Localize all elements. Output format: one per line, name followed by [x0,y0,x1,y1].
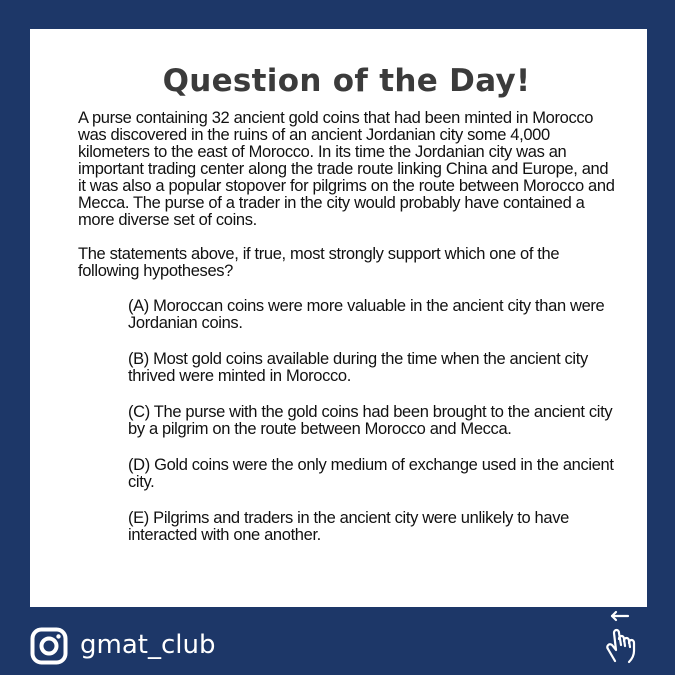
answer-choices [128,298,615,544]
instagram-handle[interactable]: gmat_club [80,630,216,660]
question-stem: The statements above, if true, most strongly support which one of the following hypotheses? [78,245,560,280]
swipe-hand-icon [598,609,646,667]
footer [0,607,675,675]
page-title: Question of the Day! [162,63,531,99]
answer-choice-c: (C) The purse with the gold coins had been brought to the ancient city by a pilgrim on the route between Morocco and Mecca. [128,403,613,438]
answer-choice-b: (B) Most gold coins available during the time when the ancient city thrived were minted in Morocco. [128,350,588,385]
instagram-icon[interactable] [30,627,68,665]
question-card [30,29,647,607]
question-passage: A purse containing 32 ancient gold coins that had been minted in Morocco was discovered in the ruins of an ancient Jordanian city some 4,000 kilometers to the east of Morocco. In its time the Jordanian city was an important trading center along the trade route linking China and Europe, and it was also a popular stopover for pilgrims on the route between Morocco and Mecca. The purse of a trader in the city would probably have contained a more diverse set of coins. [78,109,615,229]
answer-choice-d: (D) Gold coins were the only medium of exchange used in the ancient city. [128,456,614,491]
answer-choice-e: (E) Pilgrims and traders in the ancient city were unlikely to have interacted with one another. [128,509,569,544]
answer-choice-a: (A) Moroccan coins were more valuable in the ancient city than were Jordanian coins. [128,297,605,332]
